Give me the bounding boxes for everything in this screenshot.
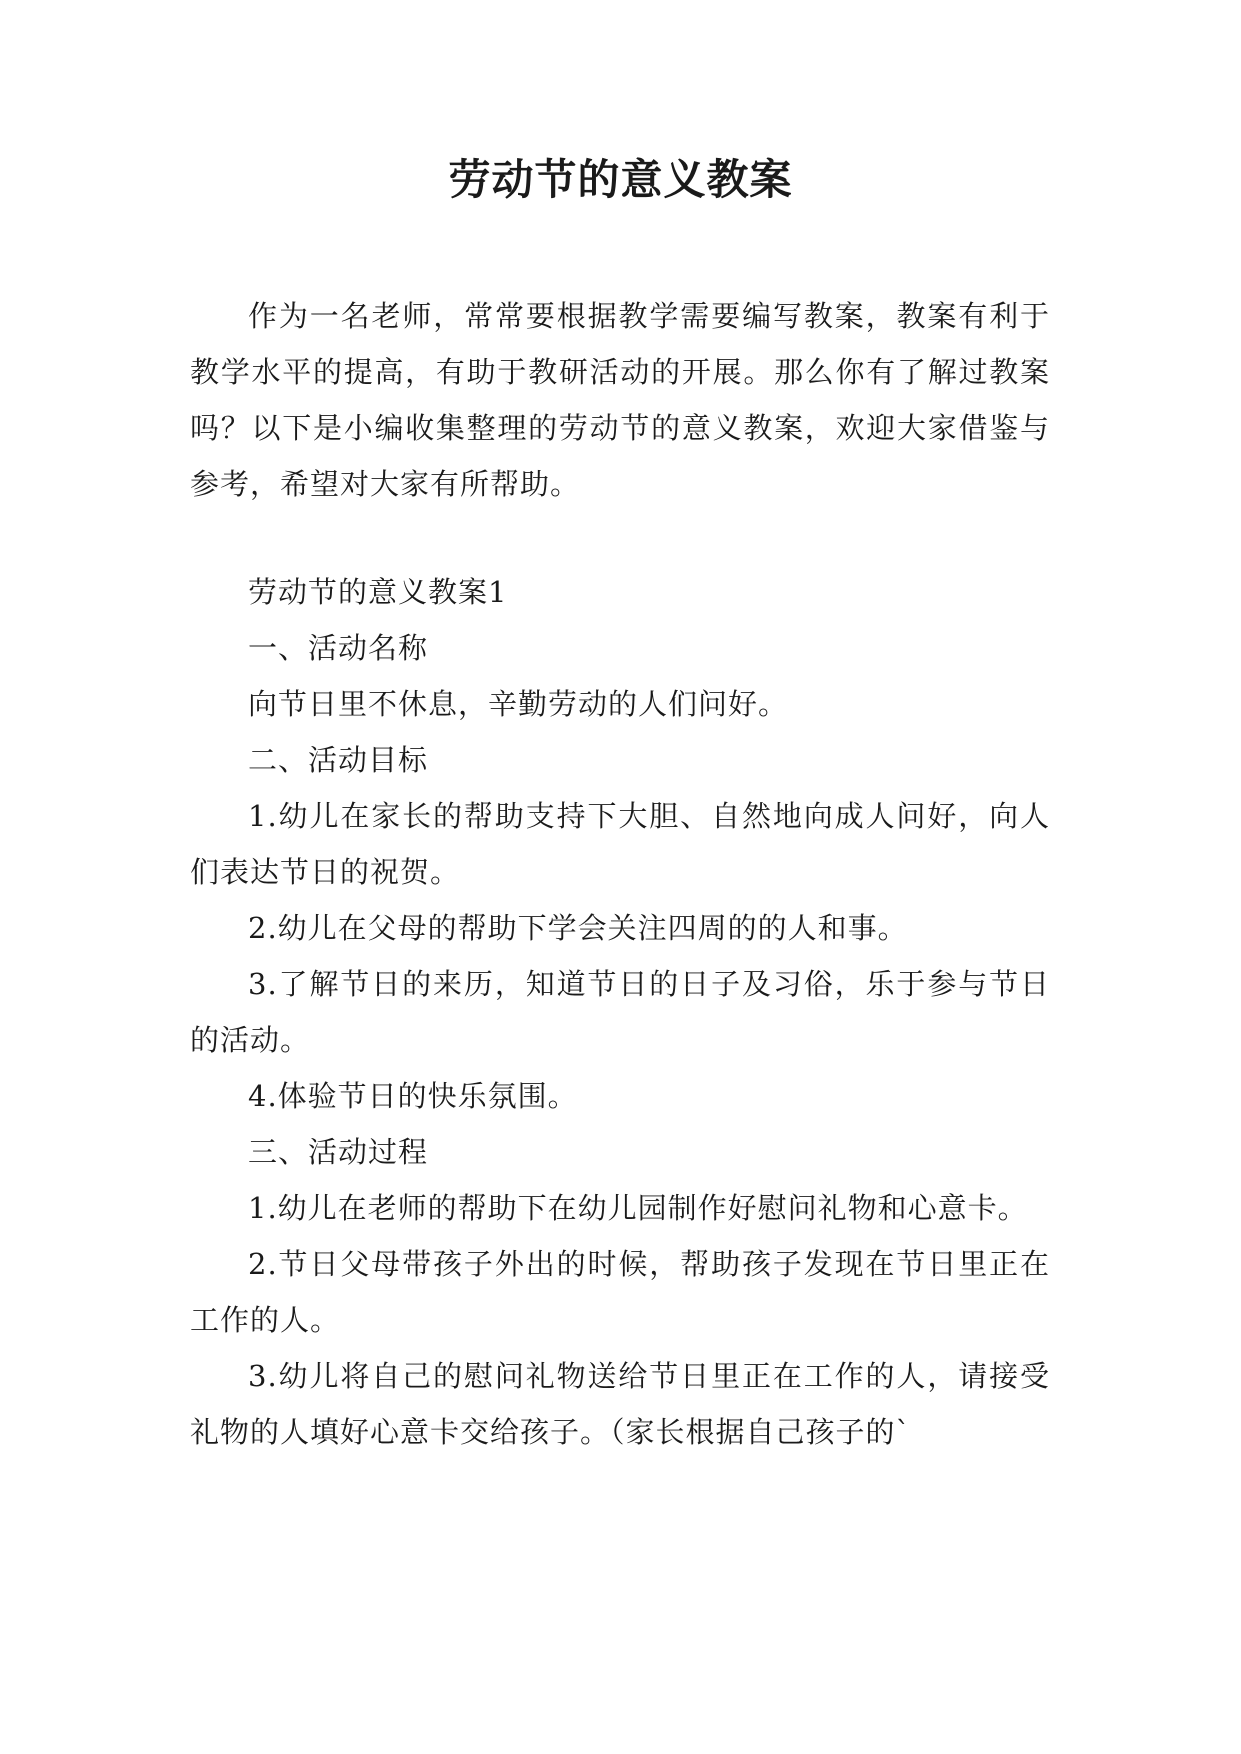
- goal-item: 4.体验节日的快乐氛围。: [248, 1079, 578, 1113]
- heading-activity-name: 一、活动名称: [248, 631, 429, 665]
- paragraph-spacer: [190, 512, 1050, 564]
- goal-item: 3.了解节日的来历，知道节日的日子及习俗，乐于参与节日的活动。: [190, 967, 1050, 1057]
- intro-paragraph: 作为一名老师，常常要根据教学需要编写教案，教案有利于教学水平的提高，有助于教研活动的开展。那么你有了解过教案吗？以下是小编收集整理的劳动节的意义教案，欢迎大家借鉴与参考，希望对大家有所帮助。: [190, 299, 1050, 501]
- process-item: 3.幼儿将自己的慰问礼物送给节日里正在工作的人，请接受礼物的人填好心意卡交给孩子。（家长根据自己孩子的`: [190, 1359, 1050, 1449]
- section-heading: 劳动节的意义教案1: [248, 575, 508, 609]
- activity-name-text: 向节日里不休息，辛勤劳动的人们问好。: [248, 687, 789, 721]
- heading-activity-process: 三、活动过程: [248, 1135, 429, 1169]
- process-item: 2.节日父母带孩子外出的时候，帮助孩子发现在节日里正在工作的人。: [190, 1247, 1050, 1337]
- document-title: 劳动节的意义教案: [448, 155, 793, 204]
- goal-item: 1.幼儿在家长的帮助支持下大胆、自然地向成人问好，向人们表达节日的祝贺。: [190, 799, 1050, 889]
- goal-item: 2.幼儿在父母的帮助下学会关注四周的的人和事。: [248, 911, 908, 945]
- process-item: 1.幼儿在老师的帮助下在幼儿园制作好慰问礼物和心意卡。: [248, 1191, 1028, 1225]
- document-body: [190, 288, 1050, 1460]
- heading-activity-goals: 二、活动目标: [248, 743, 429, 777]
